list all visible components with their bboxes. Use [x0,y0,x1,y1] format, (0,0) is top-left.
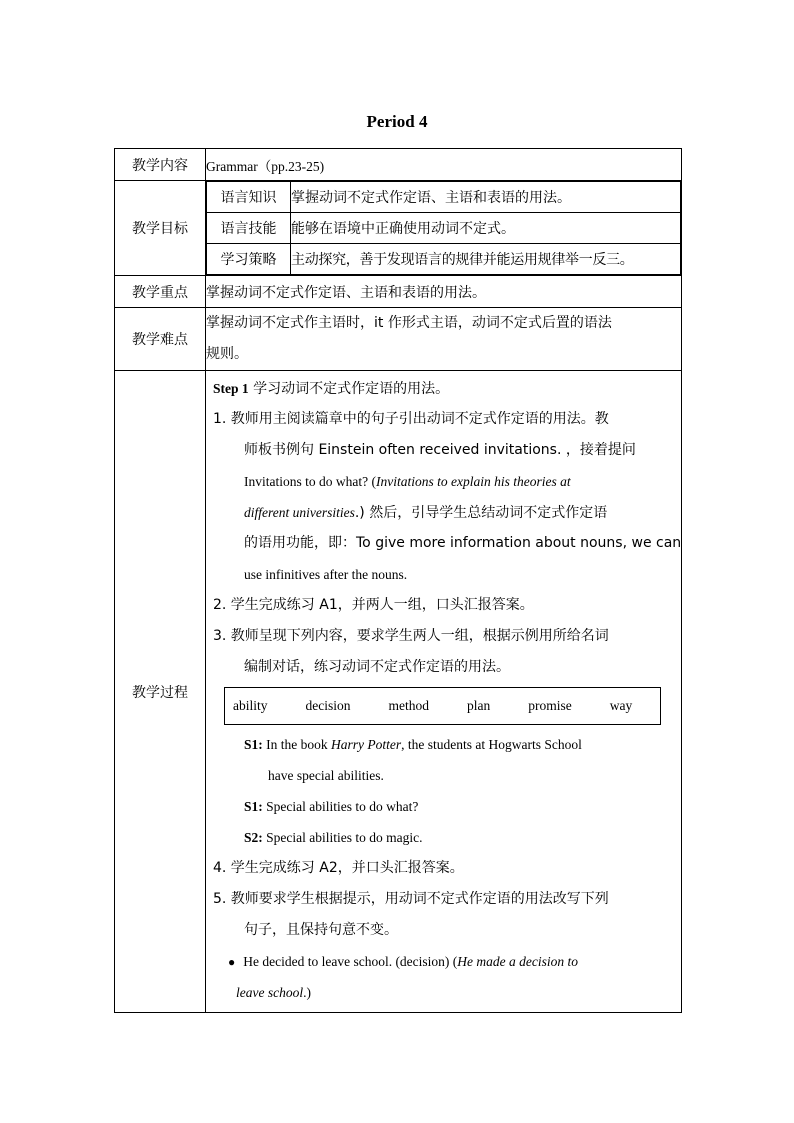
key-points-value: 掌握动词不定式作定语、主语和表语的用法。 [206,276,682,308]
objective-text: 能够在语境中正确使用动词不定式。 [291,213,681,244]
content-label: 教学内容 [115,149,206,181]
step-1-heading [206,373,681,404]
difficulties-line-1: 掌握动词不定式作主语时，it 作形式主语，动词不定式后置的语法 [206,315,612,331]
difficulties-label: 教学难点 [115,308,206,371]
dialogue-text: Special abilities to do what? [262,799,419,814]
objectives-cell [206,181,682,276]
item-1-answer-end: different universities [244,505,355,520]
dialogue-text: In the book [262,737,332,752]
objective-sub-label: 语言知识 [207,182,291,213]
difficulties-row [115,308,682,371]
item-2: 2. 学生完成练习 A1，并两人一组，口头汇报答案。 [213,597,534,613]
word-item: promise [528,698,572,713]
objectives-row [115,181,682,276]
item-1-line-4 [206,497,681,528]
bullet-answer: He made a decision to [457,954,579,969]
item-1-line-6: use infinitives after the nouns. [244,567,408,582]
word-item: method [388,698,429,713]
item-5-line-2: 句子，且保持句意不变。 [244,922,398,938]
item-3-line-1: 3. 教师呈现下列内容，要求学生两人一组，根据示例用所给名词 [213,628,609,644]
key-points-label: 教学重点 [115,276,206,308]
item-5-line-1: 5. 教师要求学生根据提示，用动词不定式作定语的用法改写下列 [213,891,609,907]
step-1-text: 学习动词不定式作定语的用法。 [248,381,450,397]
objective-text: 掌握动词不定式作定语、主语和表语的用法。 [291,182,681,213]
objective-sub-label: 语言技能 [207,213,291,244]
process-label: 教学过程 [115,371,206,1013]
bullet-answer-end: leave school [236,985,304,1000]
step-1-number: Step 1 [213,381,249,396]
key-points-row [115,276,682,308]
word-box [224,687,661,725]
item-1-line-5: 的语用功能，即：To give more information about nouns, we can [244,535,682,551]
speaker-label: S2: [244,830,263,845]
bullet-icon: ● [228,955,236,969]
item-1-guidance: .) 然后，引导学生总结动词不定式作定语 [354,505,608,521]
book-title: Harry Potter [331,737,402,752]
content-row [115,149,682,181]
word-item: way [609,698,633,713]
process-row [115,371,682,1013]
dialogue-line-2 [206,791,681,822]
dialogue-line-3 [206,822,681,853]
item-3-line-2: 编制对话，练习动词不定式作定语的用法。 [244,659,510,675]
objectives-label: 教学目标 [115,181,206,276]
bullet-sentence: He decided to leave school. (decision) ( [243,954,458,969]
bullet-example-line-2 [206,977,681,1008]
process-cell [206,371,682,1013]
word-item: plan [467,698,491,713]
item-1-question: Invitations to do what? ( [244,474,376,489]
objective-text: 主动探究，善于发现语言的规律并能运用规律举一反三。 [291,244,681,275]
bullet-example-line-1 [206,946,681,977]
content-value: Grammar（pp.23-25) [206,149,682,181]
item-1-line-3 [206,466,681,497]
objectives-subtable [206,181,681,275]
lesson-plan-table [114,148,682,1013]
item-1-answer: Invitations to explain his theories at [375,474,571,489]
dialogue-line-1-cont: have special abilities. [268,768,384,783]
dialogue-text: Special abilities to do magic. [262,830,423,845]
page-title: Period 4 [366,112,428,131]
bullet-close: .) [303,985,311,1000]
difficulties-value [206,308,682,371]
difficulties-line-2: 规则。 [206,346,248,362]
word-item: ability [233,698,268,713]
item-1-line-1: 1. 教师用主阅读篇章中的句子引出动词不定式作定语的用法。教 [213,411,609,427]
dialogue-text: , the students at Hogwarts School [401,737,582,752]
speaker-label: S1: [244,737,263,752]
speaker-label: S1: [244,799,263,814]
item-1-line-2: 师板书例句 Einstein often received invitations. ，接着提问 [244,442,636,458]
item-4: 4. 学生完成练习 A2，并口头汇报答案。 [213,860,464,876]
dialogue-line-1 [206,729,681,760]
objective-sub-label: 学习策略 [207,244,291,275]
word-item: decision [305,698,351,713]
